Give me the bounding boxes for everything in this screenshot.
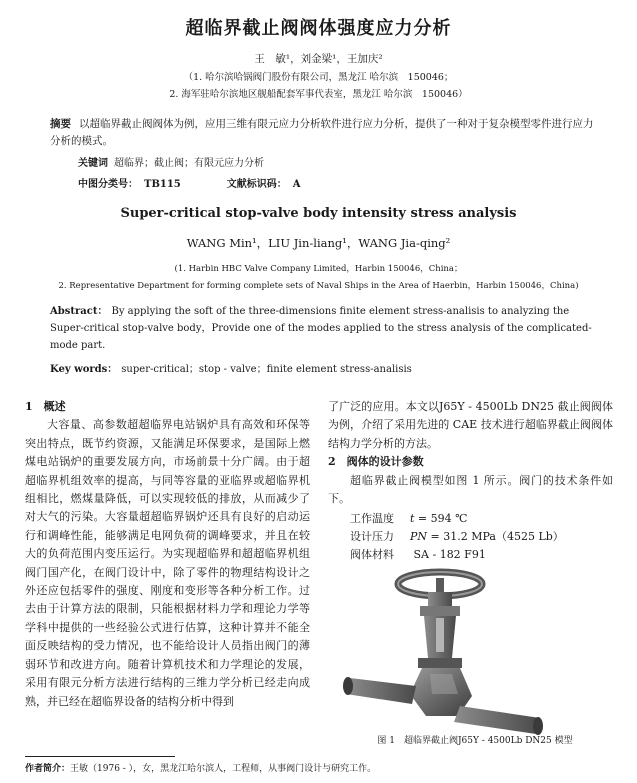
param-symbol: t: [410, 512, 415, 525]
doc-code-label: 文献标识码：: [226, 179, 287, 190]
param-symbol: PN: [410, 530, 428, 543]
authors-cn: 王 敏¹，刘金梁¹，王加庆²: [254, 53, 383, 65]
keywords-cn-label: 关键词: [78, 158, 108, 169]
param-value: = 31.2 MPa（4525 Lb）: [430, 530, 564, 543]
param-key: 工作温度: [350, 512, 394, 525]
clc-value: TB115: [144, 179, 181, 190]
abstract-en-label: Abstract：: [50, 306, 108, 317]
author-bio-text: 王敏（1976 - ），女，黑龙江哈尔滨人，工程师，从事阀门设计与研究工作。: [70, 764, 377, 774]
param-row: [350, 528, 564, 546]
keywords-cn-text: 超临界；截止阀；有限元应力分析: [114, 158, 264, 169]
author-bio-label: 作者简介：: [25, 764, 71, 774]
valve-model-illustration: [340, 566, 575, 736]
param-row: [350, 510, 564, 528]
abstract-en-text: By applying the soft of the three-dimensions finite element stress-analisis to analyzing the Super-critical stop-valve body，Provide one of the modes applied to the stress analysis of the complicated-mode part.: [50, 306, 592, 351]
doc-code-value: A: [292, 179, 301, 190]
keywords-cn: [78, 154, 264, 169]
keywords-en-label: Key words：: [50, 364, 118, 375]
section-1-heading: 1 概述: [25, 400, 66, 413]
footnote-divider: [25, 756, 175, 757]
section-2-intro: 超临界截止阀模型如图 1 所示。阀门的技术条件如下。: [328, 473, 613, 506]
keywords-en-text: super-critical；stop - valve；finite element stress-analisis: [121, 364, 412, 375]
right-column: [328, 398, 613, 508]
param-key: 设计压力: [350, 530, 394, 543]
keywords-en: [50, 360, 412, 375]
clc-label: 中图分类号：: [78, 179, 138, 190]
abstract-cn-text: 以超临界截止阀阀体为例，应用三维有限元应力分析软件进行应力分析，提供了一种对于复杂模型零件进行应力分析的模式。: [50, 118, 594, 147]
param-value: = 594 ℃: [417, 512, 468, 525]
section-2-heading: 2 阀体的设计参数: [328, 455, 424, 469]
affiliation-en-1: (1. Harbin HBC Valve Company Limited，Harbin 150046，China；: [174, 264, 463, 274]
author-bio-footnote: [25, 761, 376, 774]
classification-cn: [78, 175, 301, 190]
param-row: [350, 546, 564, 564]
affiliation-cn-2: 2. 海军驻哈尔滨地区舰船配套军事代表室，黑龙江 哈尔滨 150046）: [169, 89, 468, 100]
design-parameters: [350, 510, 564, 564]
param-key: 阀体材料: [350, 548, 394, 561]
paper-title-en: Super-critical stop-valve body intensity stress analysis: [120, 206, 517, 221]
left-column: [25, 398, 310, 711]
abstract-cn-label: 摘要: [50, 118, 71, 130]
param-value: SA - 182 F91: [413, 548, 486, 561]
abstract-en: [50, 303, 595, 354]
paper-title-cn: 超临界截止阀阀体强度应力分析: [185, 18, 452, 39]
abstract-cn: [50, 116, 595, 150]
affiliation-cn-1: （1. 哈尔滨哈锅阀门股份有限公司，黑龙江 哈尔滨 150046；: [183, 72, 454, 83]
figure-caption: 图 1 超临界截止阀J65Y - 4500Lb DN25 模型: [377, 736, 573, 746]
valve-model-figure: [340, 566, 575, 736]
section-1-continuation: 了广泛的应用。本文以J65Y - 4500Lb DN25 截止阀阀体为例，介绍了采用先进的 CAE 技术进行超临界截止阀阀体结构力学分析的方法。: [328, 400, 613, 450]
section-1-paragraph: 大容量、高参数超超临界电站锅炉具有高效和环保等突出特点，既节约资源，又能满足环保要求，是国际上燃煤电站锅炉的重要发展方向，市场前景十分广阔。由于超超临界机组效率的提高，与同等容量的亚临界或超临界机组相比，燃煤量降低，可以实现较低的排放，从而减少了对大气的污染。大容量超超临界锅炉还具有良好的启动运行和调峰性能，能够满足电网负荷的调峰要求，并且在较大的负荷范围内变压运行。为实现超临界和超超临界机组阀门国产化，在阀门设计中，除了零件的物理结构设计之外还应包括零件的强度、刚度和变形等各种分析工作。过去由于计算方法的限制，只能根据材料力学和理论力学等学科中提供的一些经验公式进行估算，这种计算并不能全面反映结构的受力情况，也不能给设计人员指出阀门的薄弱环节和改进方向。随着计算机技术和力学理论的发展，采用有限元分析方法进行结构的三维力学分析已经走向成熟，并已经在超临界设备的结构分析中得到: [25, 418, 310, 708]
affiliation-en-2: 2. Representative Department for forming complete sets of Naval Ships in the Area of Haerbin，Harbin 150046，China): [58, 281, 579, 291]
authors-en: WANG Min¹，LIU Jin-liang¹，WANG Jia-qing²: [186, 236, 451, 250]
